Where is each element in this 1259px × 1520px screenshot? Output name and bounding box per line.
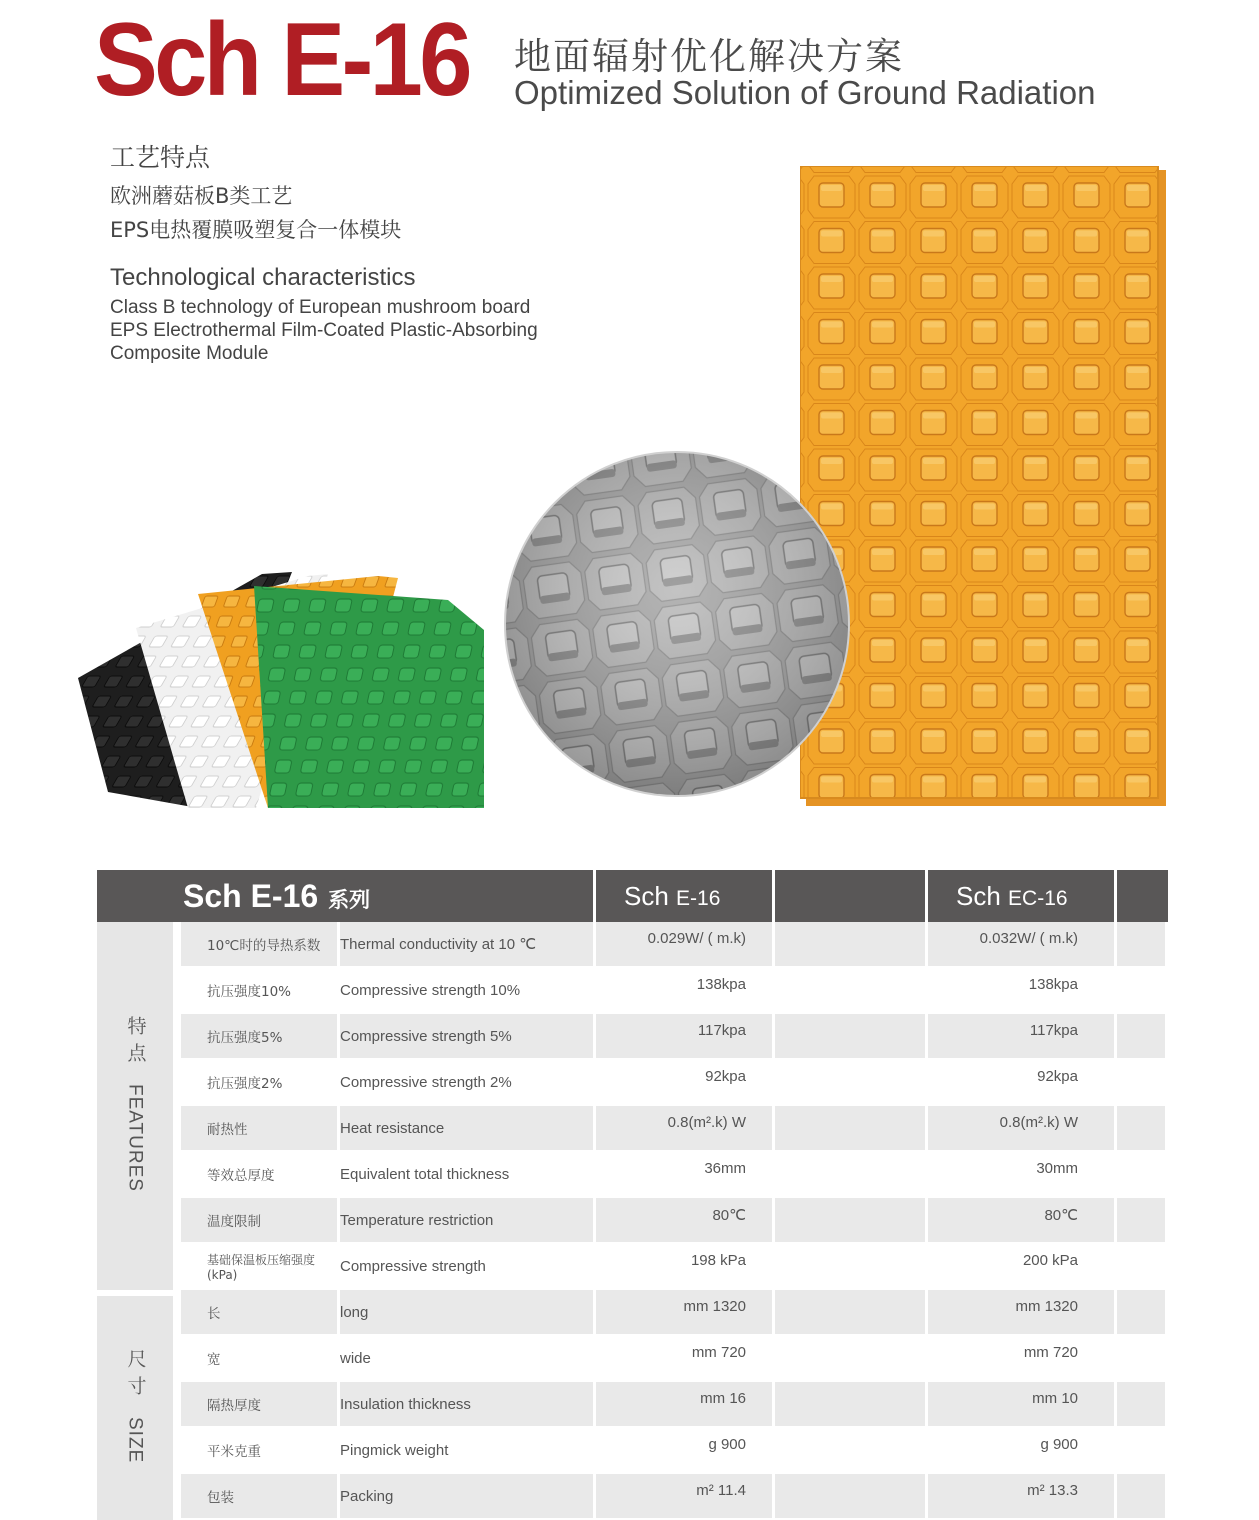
cell-empty (775, 968, 928, 1014)
cell-value-1: 36mm (596, 1152, 775, 1198)
cell-en: Heat resistance (340, 1106, 596, 1152)
cell-empty (1117, 1428, 1168, 1474)
cell-cn: 抗压强度10% (181, 968, 340, 1014)
cell-value-2: m² 13.3 (928, 1474, 1117, 1520)
cell-en: Insulation thickness (340, 1382, 596, 1428)
cell-cn: 等效总厚度 (181, 1152, 340, 1198)
group-label-cn: 特点 (124, 1016, 146, 1071)
size-group-label (97, 1290, 181, 1520)
cell-value-2: mm 1320 (928, 1290, 1117, 1336)
group-label-en: FEATURES (124, 1084, 146, 1192)
cell-value-1: 92kpa (596, 1060, 775, 1106)
features-line-en: Composite Module (110, 343, 269, 364)
features-line-cn: EPS电热覆膜吸塑复合一体模块 (110, 218, 402, 242)
cell-value-1: 138kpa (596, 968, 775, 1014)
cell-empty (1117, 1014, 1168, 1060)
table-row (97, 1336, 1168, 1382)
cell-empty (1117, 1474, 1168, 1520)
cell-cn: 隔热厚度 (181, 1382, 340, 1428)
empty-header (775, 870, 928, 922)
cell-en: long (340, 1290, 596, 1336)
cell-empty (775, 922, 928, 968)
cell-cn: 宽 (181, 1336, 340, 1382)
cell-value-2: 200 kPa (928, 1244, 1117, 1290)
cell-cn: 抗压强度5% (181, 1014, 340, 1060)
cell-en: Compressive strength 10% (340, 968, 596, 1014)
cell-empty (775, 1382, 928, 1428)
cell-value-1: 0.029W/ ( m.k) (596, 922, 775, 968)
cell-value-2: 30mm (928, 1152, 1117, 1198)
table-row (97, 922, 1168, 968)
model-suffix: E-16 (676, 886, 721, 910)
brand-logo: Sch E-16 (94, 2, 469, 118)
stacked-boards-photo (78, 572, 484, 808)
cell-empty (1117, 922, 1168, 968)
cell-value-1: m² 11.4 (596, 1474, 775, 1520)
cell-cn: 基础保温板压缩强度(kPa) (181, 1244, 340, 1290)
table-header-row (97, 870, 1168, 922)
cell-empty (1117, 1198, 1168, 1244)
features-line-en: Class B technology of European mushroom board (110, 297, 531, 318)
series-label: Sch E-16 (183, 877, 319, 914)
cell-value-2: g 900 (928, 1428, 1117, 1474)
cell-value-2: mm 10 (928, 1382, 1117, 1428)
cell-empty (1117, 1060, 1168, 1106)
model-header-2 (928, 870, 1117, 922)
cell-empty (775, 1106, 928, 1152)
cell-value-2: 92kpa (928, 1060, 1117, 1106)
orange-board-photo (800, 166, 1166, 806)
cell-empty (775, 1336, 928, 1382)
cell-en: Compressive strength 5% (340, 1014, 596, 1060)
cell-value-1: mm 1320 (596, 1290, 775, 1336)
cell-value-2: mm 720 (928, 1336, 1117, 1382)
features-group-label (97, 922, 181, 1290)
cell-cn: 10℃时的导热系数 (181, 922, 340, 968)
model-prefix: Sch (956, 880, 1001, 911)
closeup-texture-photo (503, 450, 851, 798)
cell-cn: 温度限制 (181, 1198, 340, 1244)
cell-empty (775, 1428, 928, 1474)
cell-empty (775, 1244, 928, 1290)
cell-en: Pingmick weight (340, 1428, 596, 1474)
group-label-en: SIZE (124, 1416, 146, 1464)
table-row (97, 1152, 1168, 1198)
model-prefix: Sch (624, 880, 669, 911)
cell-value-2: 138kpa (928, 968, 1117, 1014)
cell-value-2: 0.8(m².k) W (928, 1106, 1117, 1152)
features-heading-en: Technological characteristics (110, 264, 416, 291)
table-row (97, 1290, 1168, 1336)
cell-empty (775, 1198, 928, 1244)
cell-en: Packing (340, 1474, 596, 1520)
cell-empty (1117, 1382, 1168, 1428)
cell-empty (775, 1014, 928, 1060)
cell-cn: 长 (181, 1290, 340, 1336)
model-header-1 (596, 870, 775, 922)
table-row (97, 1106, 1168, 1152)
cell-empty (775, 1290, 928, 1336)
cell-en: Thermal conductivity at 10 ℃ (340, 922, 596, 968)
cell-cn: 抗压强度2% (181, 1060, 340, 1106)
cell-value-2: 80℃ (928, 1198, 1117, 1244)
table-row (97, 1198, 1168, 1244)
cell-empty (1117, 1290, 1168, 1336)
cell-value-2: 117kpa (928, 1014, 1117, 1060)
cell-value-1: mm 16 (596, 1382, 775, 1428)
table-row (97, 1382, 1168, 1428)
table-row (97, 968, 1168, 1014)
cell-en: wide (340, 1336, 596, 1382)
cell-value-1: 0.8(m².k) W (596, 1106, 775, 1152)
cell-empty (775, 1060, 928, 1106)
cell-value-1: mm 720 (596, 1336, 775, 1382)
cell-value-2: 0.032W/ ( m.k) (928, 922, 1117, 968)
cell-value-1: 198 kPa (596, 1244, 775, 1290)
table-row (97, 1014, 1168, 1060)
features-heading-cn: 工艺特点 (110, 143, 211, 172)
features-line-cn: 欧洲蘑菇板B类工艺 (110, 184, 293, 208)
cell-value-1: 80℃ (596, 1198, 775, 1244)
cell-empty (1117, 1244, 1168, 1290)
group-label-cn: 尺寸 (124, 1348, 146, 1403)
cell-en: Compressive strength 2% (340, 1060, 596, 1106)
cell-en: Equivalent total thickness (340, 1152, 596, 1198)
series-header (97, 870, 596, 922)
cell-en: Compressive strength (340, 1244, 596, 1290)
table-row (97, 1474, 1168, 1520)
table-row (97, 1244, 1168, 1290)
cell-empty (775, 1474, 928, 1520)
cell-cn: 耐热性 (181, 1106, 340, 1152)
series-suffix: 系列 (328, 888, 371, 912)
cell-empty (1117, 1152, 1168, 1198)
page-title-en: Optimized Solution of Ground Radiation (514, 74, 1096, 111)
cell-value-1: g 900 (596, 1428, 775, 1474)
cell-empty (1117, 968, 1168, 1014)
table-row (97, 1428, 1168, 1474)
cell-empty (775, 1152, 928, 1198)
cell-en: Temperature restriction (340, 1198, 596, 1244)
cell-cn: 平米克重 (181, 1428, 340, 1474)
table-row (97, 1060, 1168, 1106)
features-intro (110, 138, 670, 365)
cell-empty (1117, 1106, 1168, 1152)
model-suffix: EC-16 (1008, 886, 1068, 910)
features-line-en: EPS Electrothermal Film-Coated Plastic-Absorbing (110, 320, 538, 341)
cell-cn: 包装 (181, 1474, 340, 1520)
cell-value-1: 117kpa (596, 1014, 775, 1060)
cell-empty (1117, 1336, 1168, 1382)
spec-table (97, 870, 1168, 1520)
empty-header (1117, 870, 1168, 922)
page-title-cn: 地面辐射优化解决方案 (514, 35, 904, 78)
